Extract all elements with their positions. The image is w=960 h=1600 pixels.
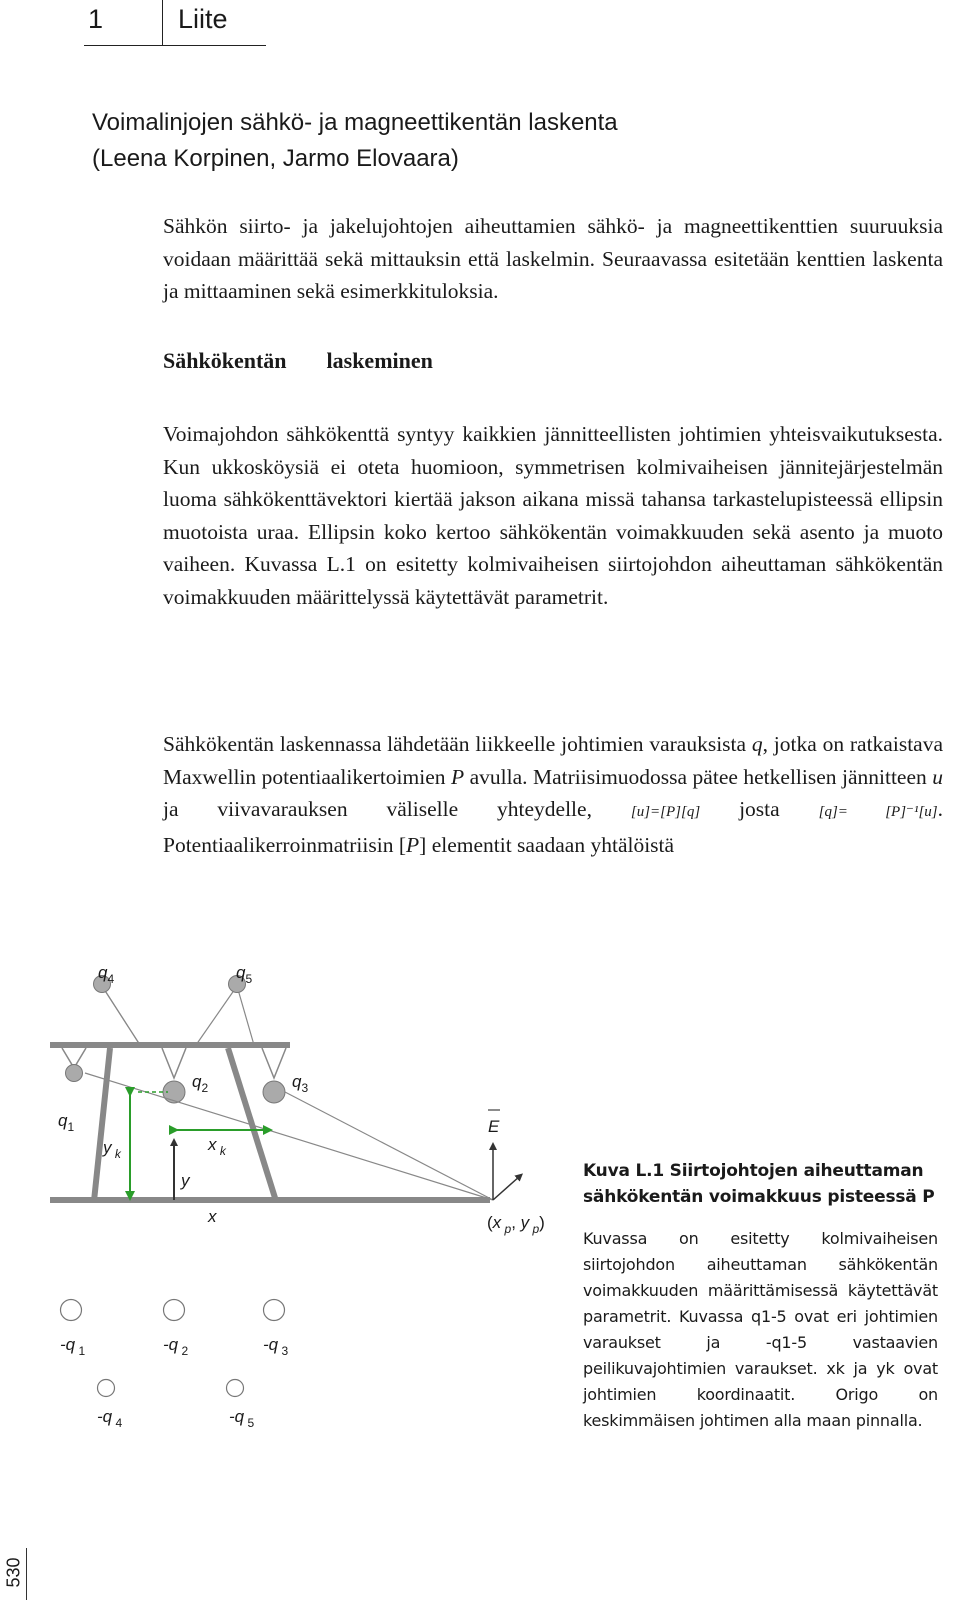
label-point: (x $_p$, y $_p$) [487,1213,545,1236]
chapter-title: Liite [178,4,228,34]
label-mq2: -q $_2$ [163,1335,189,1358]
label-mq5: -q $_5$ [229,1407,255,1430]
insulator-3 [262,1048,286,1078]
article-authors: (Leena Korpinen, Jarmo Elovaara) [92,145,459,172]
page-edge-rule [26,1548,27,1600]
calc-text-4: ja viivavarauksen väliselle yhteydelle, [163,797,631,821]
shield-line-right-1 [237,986,254,1045]
section-heading [163,348,433,374]
label-mq3: -q $_3$ [263,1335,289,1358]
figure-transmission-line [50,960,570,1440]
label-q2: $q_2$ [192,1072,209,1095]
math-q: q [751,732,763,756]
label-y: y [181,1171,190,1190]
field-paragraph: Voimajohdon sähkökenttä syntyy kaikkien jännitteellisten johtimien yhteisvaikutuksesta. Kun ukkosköysiä ei oteta huomioon, symmetrisen kolmivaiheisen jännitejärjestelmän luoma sähkökenttävektori kiertää jakson aikana missä tahansa tarkastelupisteessä ellipsin muotoista uraa. Ellipsin koko kertoo sähkökentän voimakkuuden sekä asento ja muoto vaiheen. Kuvassa L.1 on esitetty kolmivaiheisen siirtojohdon aiheuttaman sähkökentän voimakkuuden määrittelyssä käytettävät parametrit. [163,422,943,609]
label-q4: $q_4$ [98,963,115,986]
label-q1: $q_1$ [58,1111,75,1134]
image-conductor-q4 [98,1380,115,1397]
calc-text-3: avulla. Matriisimuodossa pätee hetkellisen jännitteen [464,764,933,789]
equation-q-inverse: [q]= [P]⁻¹[u] [818,804,938,820]
figure-diagram [50,960,570,1440]
label-q3: $q_3$ [292,1072,309,1095]
image-conductor-q5 [227,1380,244,1397]
shield-line-left-2 [196,986,237,1045]
figure-caption-body: Kuvassa on esitetty kolmivaiheisen siirtojohdon aiheuttaman sähkökentän voimakkuuden määrittämisessä käytettävät parametrit. Kuvassa q1-5 ovat eri johtimien varaukset ja -q1-5 vastaavien peilikuvajohtimien varaukset. xk ja yk ovat johtimien koordinaatit. Origo on keskimmäisen johtimen alla maan pinnalla. [583,1229,938,1430]
e-vector-diag [493,1176,520,1200]
calc-text-6: . Potentiaalikerroinmatriisin [ [163,797,943,857]
figure-caption-title: Kuva L.1 Siirtojohtojen aiheuttaman sähkökentän voimakkuus pisteessä P [583,1161,935,1207]
chapter-number: 1 [88,4,104,34]
label-E: E [488,1117,500,1136]
label-mq4: -q $_4$ [97,1407,123,1430]
label-mq1: -q $_1$ [60,1335,86,1358]
calc-text-2: , jotka on ratkaistava Maxwellin potentiaalikertoimien [163,732,943,789]
article-title-line1: Voimalinjojen sähkö- ja magneettikentän laskenta [92,109,618,136]
label-yk: y $_k$ [103,1138,121,1161]
page-number-text: 530 [3,1557,24,1588]
math-P: P [451,764,465,789]
math-P-2: P [406,832,420,857]
header-rule [84,45,266,46]
line-q3-p [285,1092,493,1200]
image-conductor-q3 [264,1300,285,1321]
article-title [92,105,618,177]
math-u: u [932,764,943,789]
label-xk: x $_k$ [208,1135,226,1158]
section-heading-word2: laskeminen [326,348,433,373]
shield-line-left-1 [102,986,140,1045]
calculation-paragraph [163,728,943,861]
conductor-q1 [66,1065,83,1082]
calc-text-1: Sähkökentän laskennassa lähdetään liikkeelle johtimien varauksista [163,732,752,756]
insulator-2 [162,1048,186,1078]
tower-leg-left [94,1048,110,1201]
calc-text-5: josta [700,797,819,821]
header-divider [162,0,163,46]
equation-u-pq: [u]=[P][q] [630,804,701,820]
calc-text-7: ] elementit saadaan yhtälöistä [419,832,675,857]
intro-paragraph: Sähkön siirto- ja jakelujohtojen aiheuttamien sähkö- ja magneettikenttien suuruuksia voidaan määrittää sekä mittauksin että laskelmin. Seuraavassa esitetään kenttien laskenta ja mittaaminen sekä esimerkkituloksia. [163,214,943,303]
section-heading-word1: Sähkökentän [163,348,287,373]
label-x: x [208,1207,217,1226]
image-conductor-q1 [61,1300,82,1321]
label-q5: $q_5$ [236,963,253,986]
image-conductor-q2 [164,1300,185,1321]
conductor-q3 [263,1081,285,1103]
